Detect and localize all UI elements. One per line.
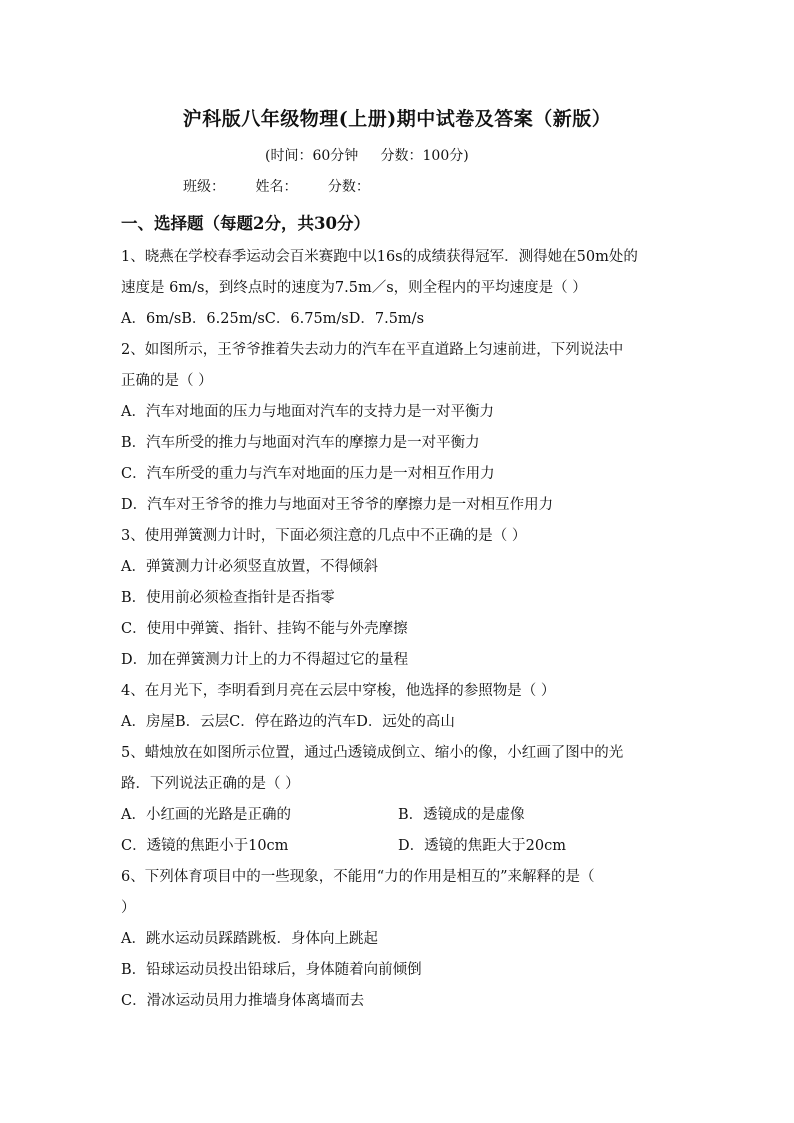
q5-stem-line2: 路．下列说法正确的是（ ） xyxy=(121,776,300,792)
section-heading: 一、选择题（每题2分，共30分） xyxy=(121,214,370,233)
q6-option-c: C．滑冰运动员用力推墙身体离墙而去 xyxy=(121,993,365,1009)
questions-body xyxy=(121,242,681,1017)
q3-option-c: C．使用中弹簧、指针、挂钩不能与外壳摩擦 xyxy=(121,621,408,637)
q2-option-a: A．汽车对地面的压力与地面对汽车的支持力是一对平衡力 xyxy=(121,404,494,420)
q3-stem: 3、使用弹簧测力计时，下面必须注意的几点中不正确的是（ ） xyxy=(121,528,527,544)
q2-option-c: C．汽车所受的重力与汽车对地面的压力是一对相互作用力 xyxy=(121,466,495,482)
q3-option-a: A．弹簧测力计必须竖直放置，不得倾斜 xyxy=(121,559,378,575)
q2-stem-line2: 正确的是（ ） xyxy=(121,373,213,389)
q6-option-a: A．跳水运动员踩踏跳板．身体向上跳起 xyxy=(121,931,378,947)
q6-option-b: B．铅球运动员投出铅球后，身体随着向前倾倒 xyxy=(121,962,422,978)
class-label: 班级： xyxy=(183,179,225,195)
q1-stem-line2: 速度是 6m/s，到终点时的速度为7.5m／s，则全程内的平均速度是（ ） xyxy=(121,280,587,296)
q2-option-d: D．汽车对王爷爷的推力与地面对王爷爷的摩擦力是一对相互作用力 xyxy=(121,497,554,513)
q1-stem-line1: 1、晓燕在学校春季运动会百米赛跑中以16s的成绩获得冠军．测得她在50m处的 xyxy=(121,249,638,265)
page-title: 沪科版八年级物理(上册)期中试卷及答案（新版） xyxy=(182,108,612,130)
q3-option-d: D．加在弹簧测力计上的力不得超过它的量程 xyxy=(121,652,409,668)
q2-option-b: B．汽车所受的推力与地面对汽车的摩擦力是一对平衡力 xyxy=(121,435,480,451)
q2-stem-line1: 2、如图所示，王爷爷推着失去动力的汽车在平直道路上匀速前进，下列说法中 xyxy=(121,342,624,358)
q5-option-a: A．小红画的光路是正确的 xyxy=(121,807,291,823)
q5-option-d: D．透镜的焦距大于20cm xyxy=(398,838,566,854)
q4-options: A．房屋B．云层C．停在路边的汽车D．远处的高山 xyxy=(121,714,455,730)
q6-stem-line2: ） xyxy=(121,900,136,916)
q5-stem-line1: 5、蜡烛放在如图所示位置，通过凸透镜成倒立、缩小的像，小红画了图中的光 xyxy=(121,745,624,761)
q4-stem: 4、在月光下，李明看到月亮在云层中穿梭，他选择的参照物是（ ） xyxy=(121,683,556,699)
q1-options: A．6m/sB．6.25m/sC．6.75m/sD．7.5m/s xyxy=(121,311,425,327)
q3-option-b: B．使用前必须检查指针是否指零 xyxy=(121,590,335,606)
score-label: 分数： xyxy=(327,179,370,195)
name-label: 姓名： xyxy=(255,179,298,195)
q5-option-b: B．透镜成的是虚像 xyxy=(398,807,525,823)
q5-options-row1 xyxy=(121,800,681,831)
exam-info: (时间：60分钟 分数：100分) xyxy=(265,148,469,164)
student-info-line xyxy=(183,176,396,196)
q5-option-c: C．透镜的焦距小于10cm xyxy=(121,838,289,854)
q5-options-row2 xyxy=(121,831,681,862)
q6-stem-line1: 6、下列体育项目中的一些现象，不能用“力的作用是相互的”来解释的是（ xyxy=(121,869,595,885)
